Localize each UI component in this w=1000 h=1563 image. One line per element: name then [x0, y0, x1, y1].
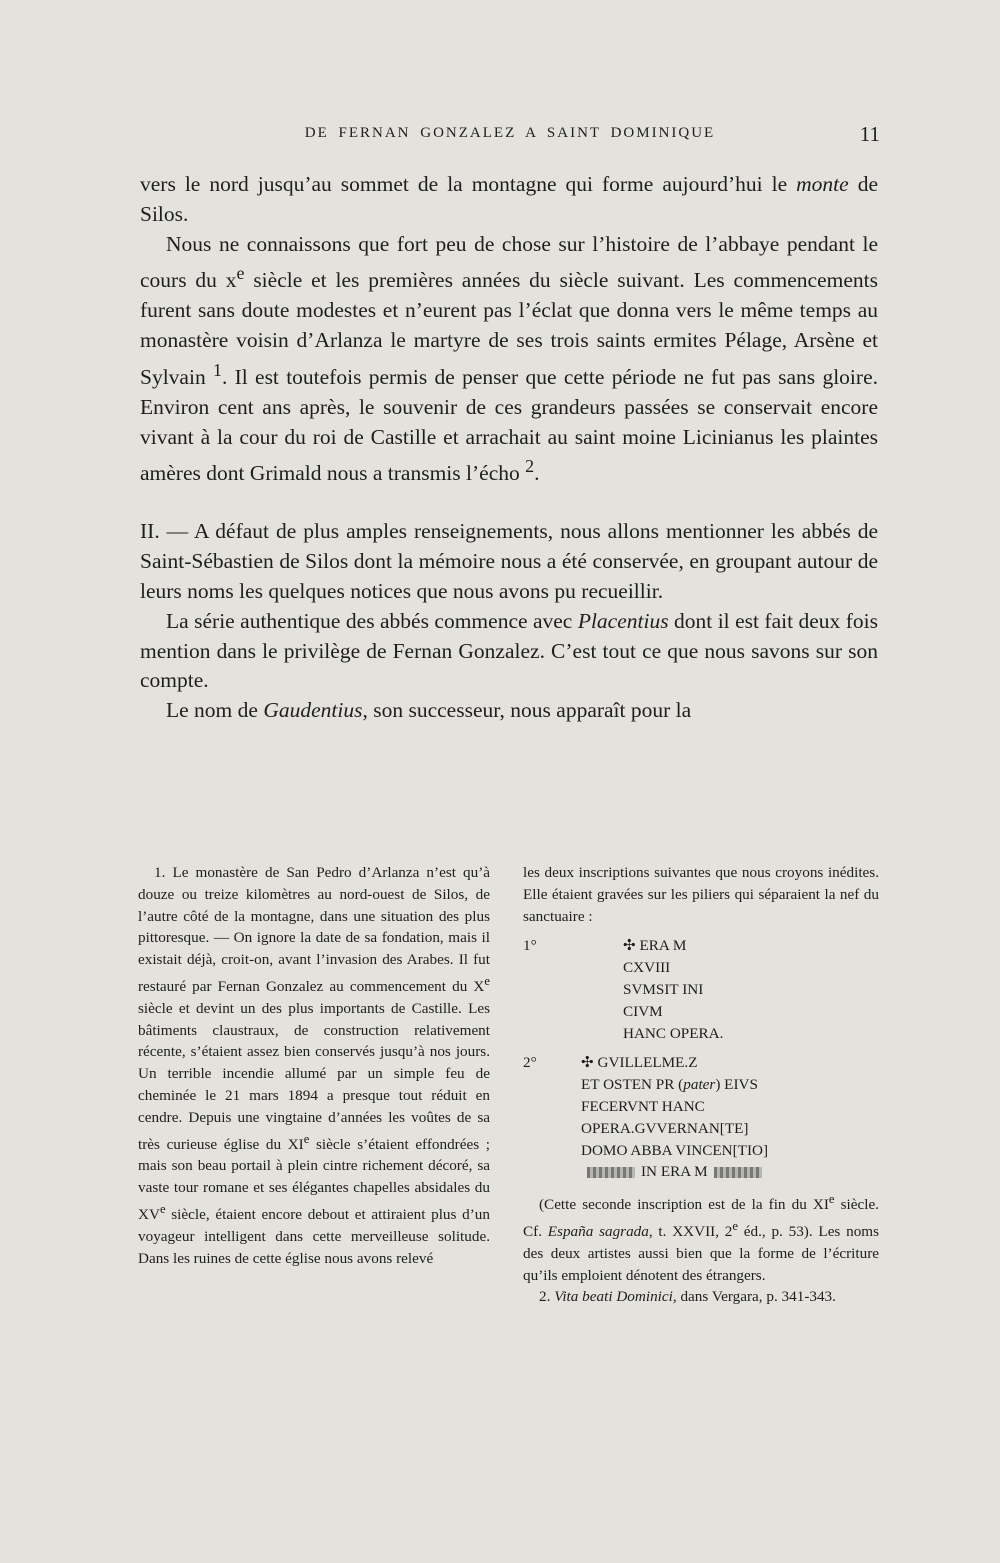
inscription-line: FECERVNT HANC [581, 1097, 705, 1115]
page-number: 11 [859, 122, 880, 146]
superscript: e [732, 1219, 739, 1234]
inscription-line: OPERA.GVVERNAN[TE] [581, 1119, 749, 1137]
superscript: e [159, 1202, 166, 1217]
inscription-line: ✣ GVILLELME.Z [581, 1054, 698, 1072]
inscription-line: CIVM [623, 1002, 663, 1020]
damaged-text-mark [587, 1167, 635, 1178]
superscript: e [484, 973, 490, 988]
italic-text: pater [683, 1076, 716, 1094]
inscription-line: SVMSIT INI [623, 980, 704, 998]
inscription-line: HANC OPERA. [623, 1024, 724, 1042]
italic-text: Vita beati Dominici [554, 1288, 673, 1306]
footnote-column-left [138, 862, 490, 1270]
superscript: e [236, 263, 245, 284]
paragraph-placentius: La série authentique des abbés commence avec Placentius dont il est fait deux fois mention dans le privilège de Fernan Gonzalez. C’est tout ce que nous savons sur son compte. [140, 608, 879, 693]
paragraph-abbey-history: Nous ne connaissons que fort peu de chose sur l’histoire de l’abbaye pendant le cours du $x^e$ siècle et les premières années du siècle suivant. Les commencements furent sans doute modestes et n’eurent pas l’éclat que donna vers le même temps au monastère voisin d’Arlanza le martyre de ses trois saints ermites Pélage, Arsène et Sylvain $^1$. Il est toutefois permis de penser que cette période ne fut pas sans gloire. Environ cent ans après, le souvenir de ces grandeurs passées se conservait encore vivant à la cour du roi de Castille et arrachait au saint moine Licinianus les plaintes amères dont Grimald nous a transmis l’écho $^2$. [140, 231, 878, 486]
paragraph-continuation: vers le nord jusqu’au sommet de la montagne qui forme aujourd’hui le monte de Silos. [140, 172, 879, 226]
paragraph-gaudentius: Le nom de Gaudentius, son successeur, nous apparaît pour la [166, 698, 692, 723]
superscript: e [303, 1131, 310, 1146]
italic-text: monte [796, 172, 849, 196]
inscription-line: ✣ ERA M [623, 937, 687, 955]
superscript: 2 [525, 456, 535, 477]
inscription-2 [523, 1052, 879, 1183]
footnote-1: 1. Le monastère de San Pedro d’Arlanza n’est qu’à douze ou treize kilomètres au nord-ouest de Silos, de l’autre côté de la montagne, dans une situation des plus pittoresque. — On ignore la date de sa fondation, mais il existait déjà, croit-on, avant l’invasion des Arabes. Il fut restauré par Fernan Gonzalez au commencement du Xe siècle et devint un des plus importants de Castille. Les bâtiments claustraux, de construction relativement récente, s’étaient assez bien conservés jusqu’à nos jours. Un terrible incendie allumé par un simple feu de cheminée le 21 mars 1894 a presque tout réduit en cendre. Depuis une vingtaine d’années les voûtes de sa très curieuse église du XIe siècle s’étaient effondrées ; mais son beau portail à plein cintre richement décoré, sa vaste tour romane et ses élégantes chapelles absidales du XVe siècle, étaient encore debout et attiraient plus d’un voyageur intelligent dans cette merveilleuse solitude. Dans les ruines de cette église nous avons relevé [138, 864, 490, 1267]
inscription-note: (Cette seconde inscription est de la fin du XIe siècle. Cf. España sagrada, t. XXVII, 2e éd., p. 53). Les noms des deux artistes aussi bien que la forme de l’écriture qu’ils emploient dénotent des étrangers. [523, 1192, 880, 1284]
running-head [140, 122, 880, 146]
italic-text: Gaudentius [263, 698, 363, 723]
running-title: DE FERNAN GONZALEZ A SAINT DOMINIQUE [304, 125, 716, 141]
italic-text: España sagrada [547, 1223, 649, 1241]
footnote-column-right [523, 862, 879, 1308]
superscript: 1 [212, 359, 222, 380]
superscript: e [828, 1192, 835, 1207]
inscription-number: 1° [523, 937, 537, 955]
inscription-line: DOMO ABBA VINCEN[TIO] [581, 1141, 769, 1159]
inscription-line: CXVIII [623, 959, 671, 977]
footnote-1-continuation: les deux inscriptions suivantes que nous croyons inédites. Elle étaient gravées sur les piliers qui séparaient la nef du sanctuaire : [523, 864, 879, 925]
damaged-text-mark [714, 1167, 762, 1178]
inscription-line: IN ERA M [581, 1161, 879, 1183]
footnote-2: 2. Vita beati Dominici, dans Vergara, p. 341-343. [539, 1288, 836, 1306]
italic-text: Placentius [577, 608, 669, 633]
inscription-line: ET OSTEN PR (pater) EIVS [581, 1076, 758, 1094]
inscription-1 [523, 935, 879, 1044]
main-text [140, 170, 878, 726]
inscription-number: 2° [523, 1054, 537, 1072]
paragraph-section-ii: II. — A défaut de plus amples renseignements, nous allons mentionner les abbés de Saint-Sébastien de Silos dont la mémoire nous a été conservée, en groupant autour de leurs noms les quelques notices que nous avons pu recueillir. [140, 519, 878, 604]
